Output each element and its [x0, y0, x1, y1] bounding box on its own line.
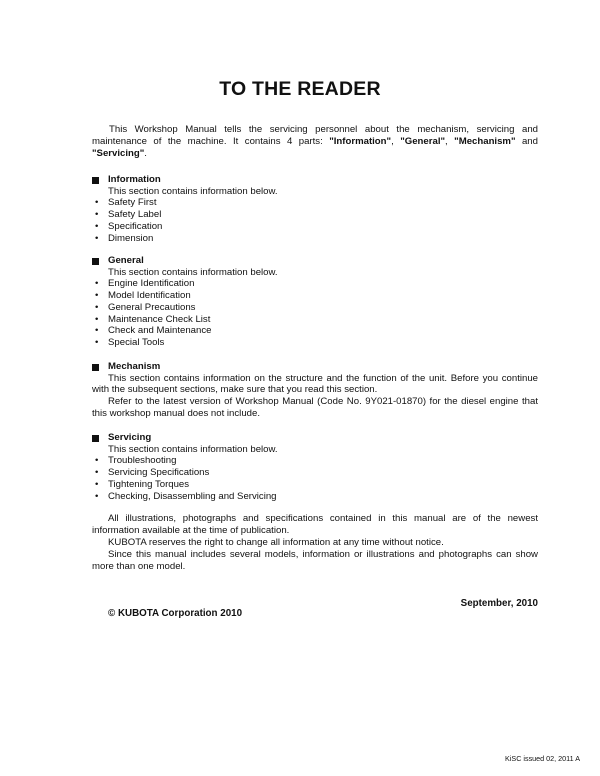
list-item	[92, 197, 538, 209]
section-general	[92, 255, 538, 349]
closing-notes	[92, 513, 538, 573]
bullet-dot-icon: •	[95, 278, 99, 290]
intro-text: This Workshop Manual tells the servicing personnel about the mechanism, servicing and maintenance of the machine. It contains 4 parts:	[92, 124, 538, 147]
bullet-dot-icon: •	[95, 290, 99, 302]
bullet-dot-icon: •	[95, 490, 99, 502]
mechanism-paragraph-1: This section contains information on the structure and the function of the unit. Before you continue with the subsequent sections, make sure that you read this section.	[92, 372, 538, 396]
list-item	[92, 467, 538, 479]
part-mechanism: "Mechanism"	[454, 136, 516, 147]
bullet-dot-icon: •	[95, 232, 99, 244]
list-item-label: Maintenance Check List	[108, 313, 211, 325]
mechanism-paragraph-2: Refer to the latest version of Workshop Manual (Code No. 9Y021-01870) for the diesel engine that this workshop manual does not include.	[92, 396, 538, 419]
section-description: This section contains information below.	[108, 266, 278, 278]
section-heading: Mechanism	[92, 361, 538, 373]
bullet-dot-icon: •	[95, 467, 99, 479]
section-mechanism	[92, 361, 538, 420]
bullet-dot-icon: •	[95, 197, 99, 209]
part-servicing: "Servicing"	[92, 148, 145, 159]
list-item	[92, 233, 538, 245]
section-heading: Servicing	[92, 432, 538, 444]
bullet-dot-icon: •	[95, 301, 99, 313]
bullet-dot-icon: •	[95, 313, 99, 325]
publication-date: September, 2010	[460, 598, 538, 609]
list-item-label: Safety Label	[108, 209, 162, 221]
list-item	[92, 209, 538, 221]
list-item-label: Check and Maintenance	[108, 325, 212, 337]
closing-paragraph-1: All illustrations, photographs and specifications contained in this manual are of the newest information available at the time of publication.	[92, 513, 538, 536]
list-item-label: Checking, Disassembling and Servicing	[108, 490, 277, 502]
square-bullet-icon	[92, 258, 99, 265]
issue-code: KiSC issued 02, 2011 A	[505, 754, 580, 763]
list-item	[92, 278, 538, 290]
bullet-list	[92, 197, 538, 244]
list-item	[92, 314, 538, 326]
list-item-label: Tightening Torques	[108, 478, 190, 490]
list-item-label: General Precautions	[108, 301, 196, 313]
bullet-dot-icon: •	[95, 455, 99, 467]
list-item-label: Troubleshooting	[108, 455, 177, 467]
square-bullet-icon	[92, 364, 99, 371]
bullet-dot-icon: •	[95, 336, 99, 348]
square-bullet-icon	[92, 435, 99, 442]
list-item-label: Engine Identification	[108, 278, 195, 290]
bullet-dot-icon: •	[95, 478, 99, 490]
section-heading: General	[92, 255, 538, 267]
part-information: "Information"	[329, 136, 392, 147]
list-item	[92, 221, 538, 233]
list-item	[92, 455, 538, 467]
list-item	[92, 325, 538, 337]
list-item	[92, 337, 538, 349]
list-item-label: Safety First	[108, 197, 157, 209]
bullet-dot-icon: •	[95, 220, 99, 232]
bullet-list	[92, 455, 538, 502]
list-item-label: Specification	[108, 220, 163, 232]
section-servicing	[92, 432, 538, 502]
list-item	[92, 290, 538, 302]
list-item	[92, 491, 538, 503]
bullet-list	[92, 278, 538, 348]
closing-paragraph-3: Since this manual includes several models, information or illustrations and photographs can show more than one model.	[92, 549, 538, 572]
intro-paragraph: This Workshop Manual tells the servicing personnel about the mechanism, servicing and maintenance of the machine. It contains 4 parts: "Information", "General", "Mechanism" and "Servicing".	[92, 124, 538, 159]
section-information	[92, 174, 538, 244]
section-description: This section contains information below.	[108, 185, 278, 197]
list-item-label: Model Identification	[108, 290, 191, 302]
square-bullet-icon	[92, 177, 99, 184]
section-heading: Information	[92, 174, 538, 186]
list-item-label: Servicing Specifications	[108, 467, 210, 479]
section-description: This section contains information below.	[108, 443, 278, 455]
bullet-dot-icon: •	[95, 325, 99, 337]
list-item	[92, 302, 538, 314]
bullet-dot-icon: •	[95, 209, 99, 221]
page-title: TO THE READER	[219, 78, 381, 100]
list-item-label: Dimension	[108, 232, 154, 244]
copyright-notice: © KUBOTA Corporation 2010	[108, 608, 243, 619]
closing-paragraph-2: KUBOTA reserves the right to change all information at any time without notice.	[108, 537, 444, 548]
part-general: "General"	[400, 136, 446, 147]
list-item	[92, 479, 538, 491]
list-item-label: Special Tools	[108, 336, 165, 348]
